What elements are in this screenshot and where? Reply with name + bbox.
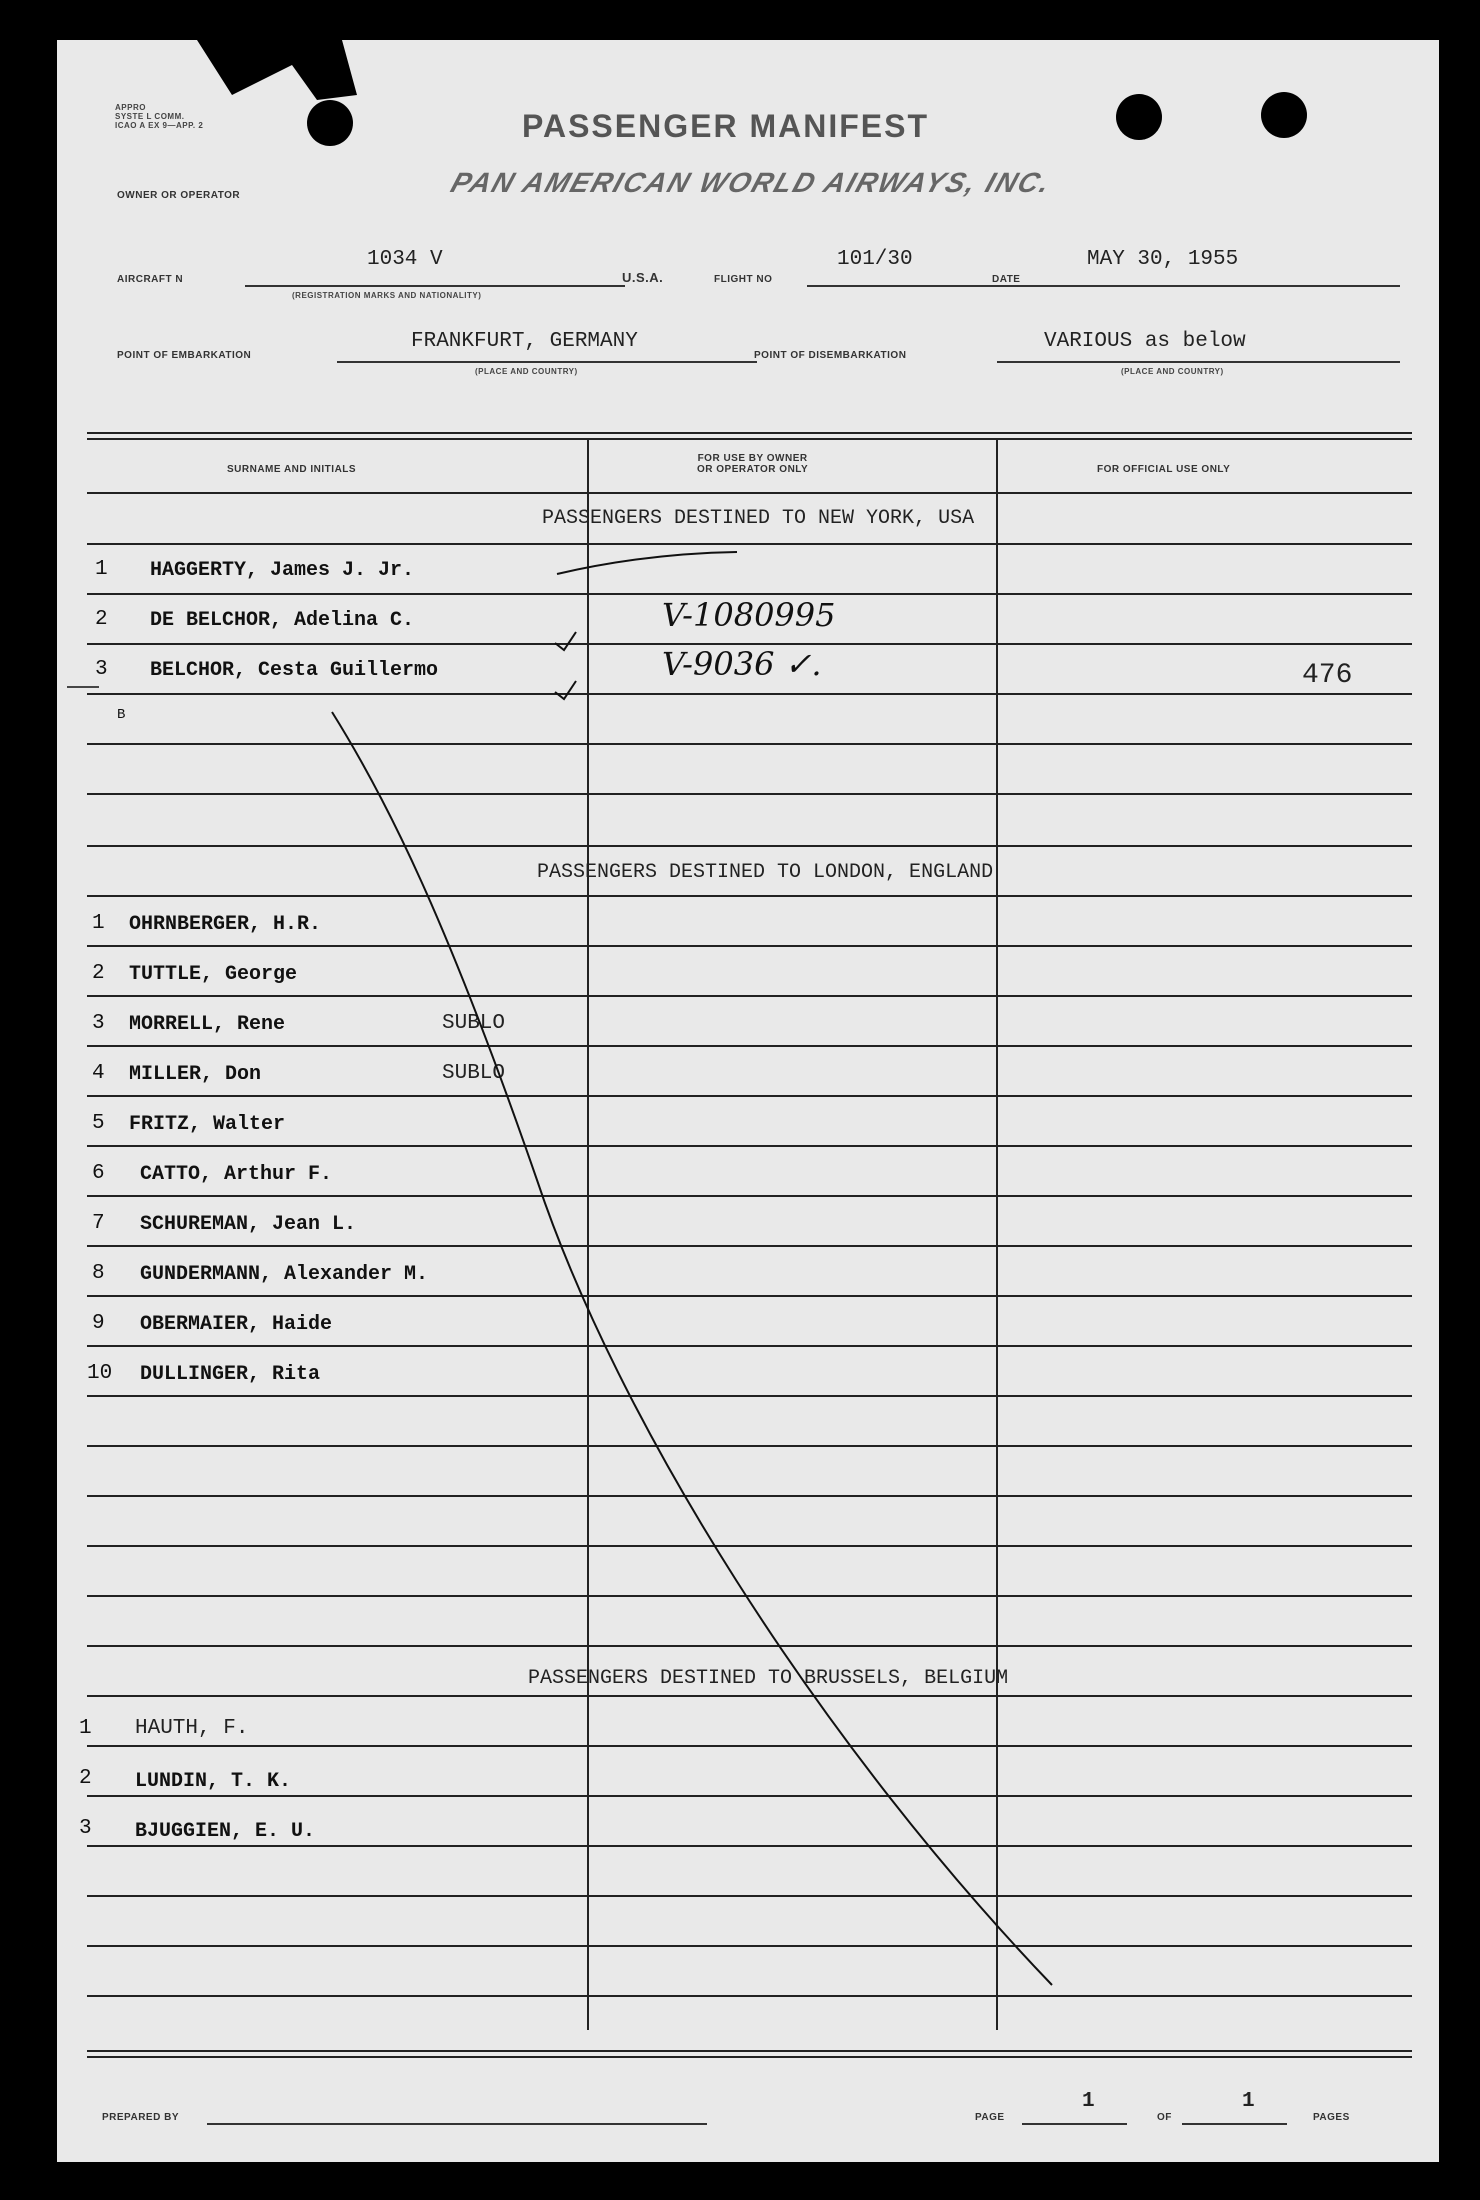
page-number: 1 — [1082, 2090, 1095, 2113]
passenger-name: LUNDIN, T. K. — [135, 1770, 292, 1793]
row-number: 4 — [92, 1062, 105, 1085]
row-number: 2 — [79, 1767, 92, 1790]
row-number: 1 — [92, 912, 105, 935]
sublo-note: SUBLO — [442, 1012, 506, 1035]
page-total: 1 — [1242, 2090, 1255, 2113]
disembarkation-sublabel: (PLACE AND COUNTRY) — [1121, 367, 1224, 376]
section-heading-brussels: PASSENGERS DESTINED TO BRUSSELS, BELGIUM — [528, 1667, 1009, 1690]
section-heading-new-york: PASSENGERS DESTINED TO NEW YORK, USA — [542, 507, 975, 530]
row-number: 1 — [79, 1717, 92, 1740]
row-number: 1 — [95, 558, 108, 581]
passenger-name: DULLINGER, Rita — [140, 1363, 321, 1386]
handwritten-visa-1: V-1080995 — [662, 596, 836, 634]
airline-name: PAN AMERICAN WORLD AIRWAYS, INC. — [447, 167, 1056, 198]
pages-label: PAGES — [1313, 2112, 1350, 2123]
passenger-name: OBERMAIER, Haide — [140, 1313, 333, 1336]
handwritten-visa-2: V-9036 ✓. — [662, 645, 822, 683]
row-number: 5 — [92, 1112, 105, 1135]
passenger-name: TUTTLE, George — [129, 963, 298, 986]
section-heading-london: PASSENGERS DESTINED TO LONDON, ENGLAND — [537, 861, 994, 884]
flight-value: 101/30 — [837, 248, 913, 271]
row-number: 10 — [87, 1362, 113, 1385]
row-number: 3 — [95, 658, 108, 681]
embarkation-value: FRANKFURT, GERMANY — [411, 330, 638, 353]
row-number: 3 — [79, 1817, 92, 1840]
date-value: MAY 30, 1955 — [1087, 248, 1239, 271]
prepared-by-label: PREPARED BY — [102, 2112, 179, 2123]
passenger-name: BELCHOR, Cesta Guillermo — [150, 659, 439, 682]
row-number: 3 — [92, 1012, 105, 1035]
approval-note: APPRO SYSTE L COMM. ICAO A EX 9—APP. 2 — [115, 103, 204, 130]
row-number: 7 — [92, 1212, 105, 1235]
passenger-name: MILLER, Don — [129, 1063, 262, 1086]
row-number: 9 — [92, 1312, 105, 1335]
owner-label: OWNER OR OPERATOR — [117, 190, 241, 201]
aircraft-value: 1034 V — [367, 248, 443, 271]
col-header-surname: SURNAME AND INITIALS — [227, 464, 357, 475]
form-title: PASSENGER MANIFEST — [522, 108, 929, 144]
row-number: 2 — [92, 962, 105, 985]
passenger-name: HAGGERTY, James J. Jr. — [150, 559, 415, 582]
row-number: 2 — [95, 608, 108, 631]
disembarkation-label: POINT OF DISEMBARKATION — [754, 350, 907, 361]
sublo-note: SUBLO — [442, 1062, 506, 1085]
aircraft-label: AIRCRAFT N — [117, 274, 184, 285]
passenger-name: MORRELL, Rene — [129, 1013, 286, 1036]
passenger-name: CATTO, Arthur F. — [140, 1163, 333, 1186]
passenger-name: DE BELCHOR, Adelina C. — [150, 609, 415, 632]
manifest-page — [57, 40, 1439, 2162]
passenger-name: BJUGGIEN, E. U. — [135, 1820, 316, 1843]
disembarkation-value: VARIOUS as below — [1044, 330, 1246, 353]
stray-mark: B — [117, 707, 126, 723]
passenger-name: GUNDERMANN, Alexander M. — [140, 1263, 429, 1286]
col-header-official: FOR OFFICIAL USE ONLY — [1097, 464, 1231, 475]
of-label: OF — [1157, 2112, 1172, 2123]
row-number: 8 — [92, 1262, 105, 1285]
passenger-name: FRITZ, Walter — [129, 1113, 286, 1136]
row-number: 6 — [92, 1162, 105, 1185]
handwritten-marks — [57, 40, 1439, 2162]
official-mark: 476 — [1302, 660, 1353, 691]
embarkation-label: POINT OF EMBARKATION — [117, 350, 252, 361]
flight-label: FLIGHT NO — [714, 274, 773, 285]
country-label: U.S.A. — [622, 270, 664, 285]
col-header-owner: FOR USE BY OWNER OR OPERATOR ONLY — [697, 453, 809, 475]
embarkation-sublabel: (PLACE AND COUNTRY) — [475, 367, 578, 376]
passenger-name: HAUTH, F. — [135, 1717, 249, 1740]
aircraft-sublabel: (REGISTRATION MARKS AND NATIONALITY) — [292, 291, 482, 300]
passenger-name: OHRNBERGER, H.R. — [129, 913, 322, 936]
date-label: DATE — [992, 274, 1021, 285]
passenger-name: SCHUREMAN, Jean L. — [140, 1213, 357, 1236]
page-label: PAGE — [975, 2112, 1005, 2123]
